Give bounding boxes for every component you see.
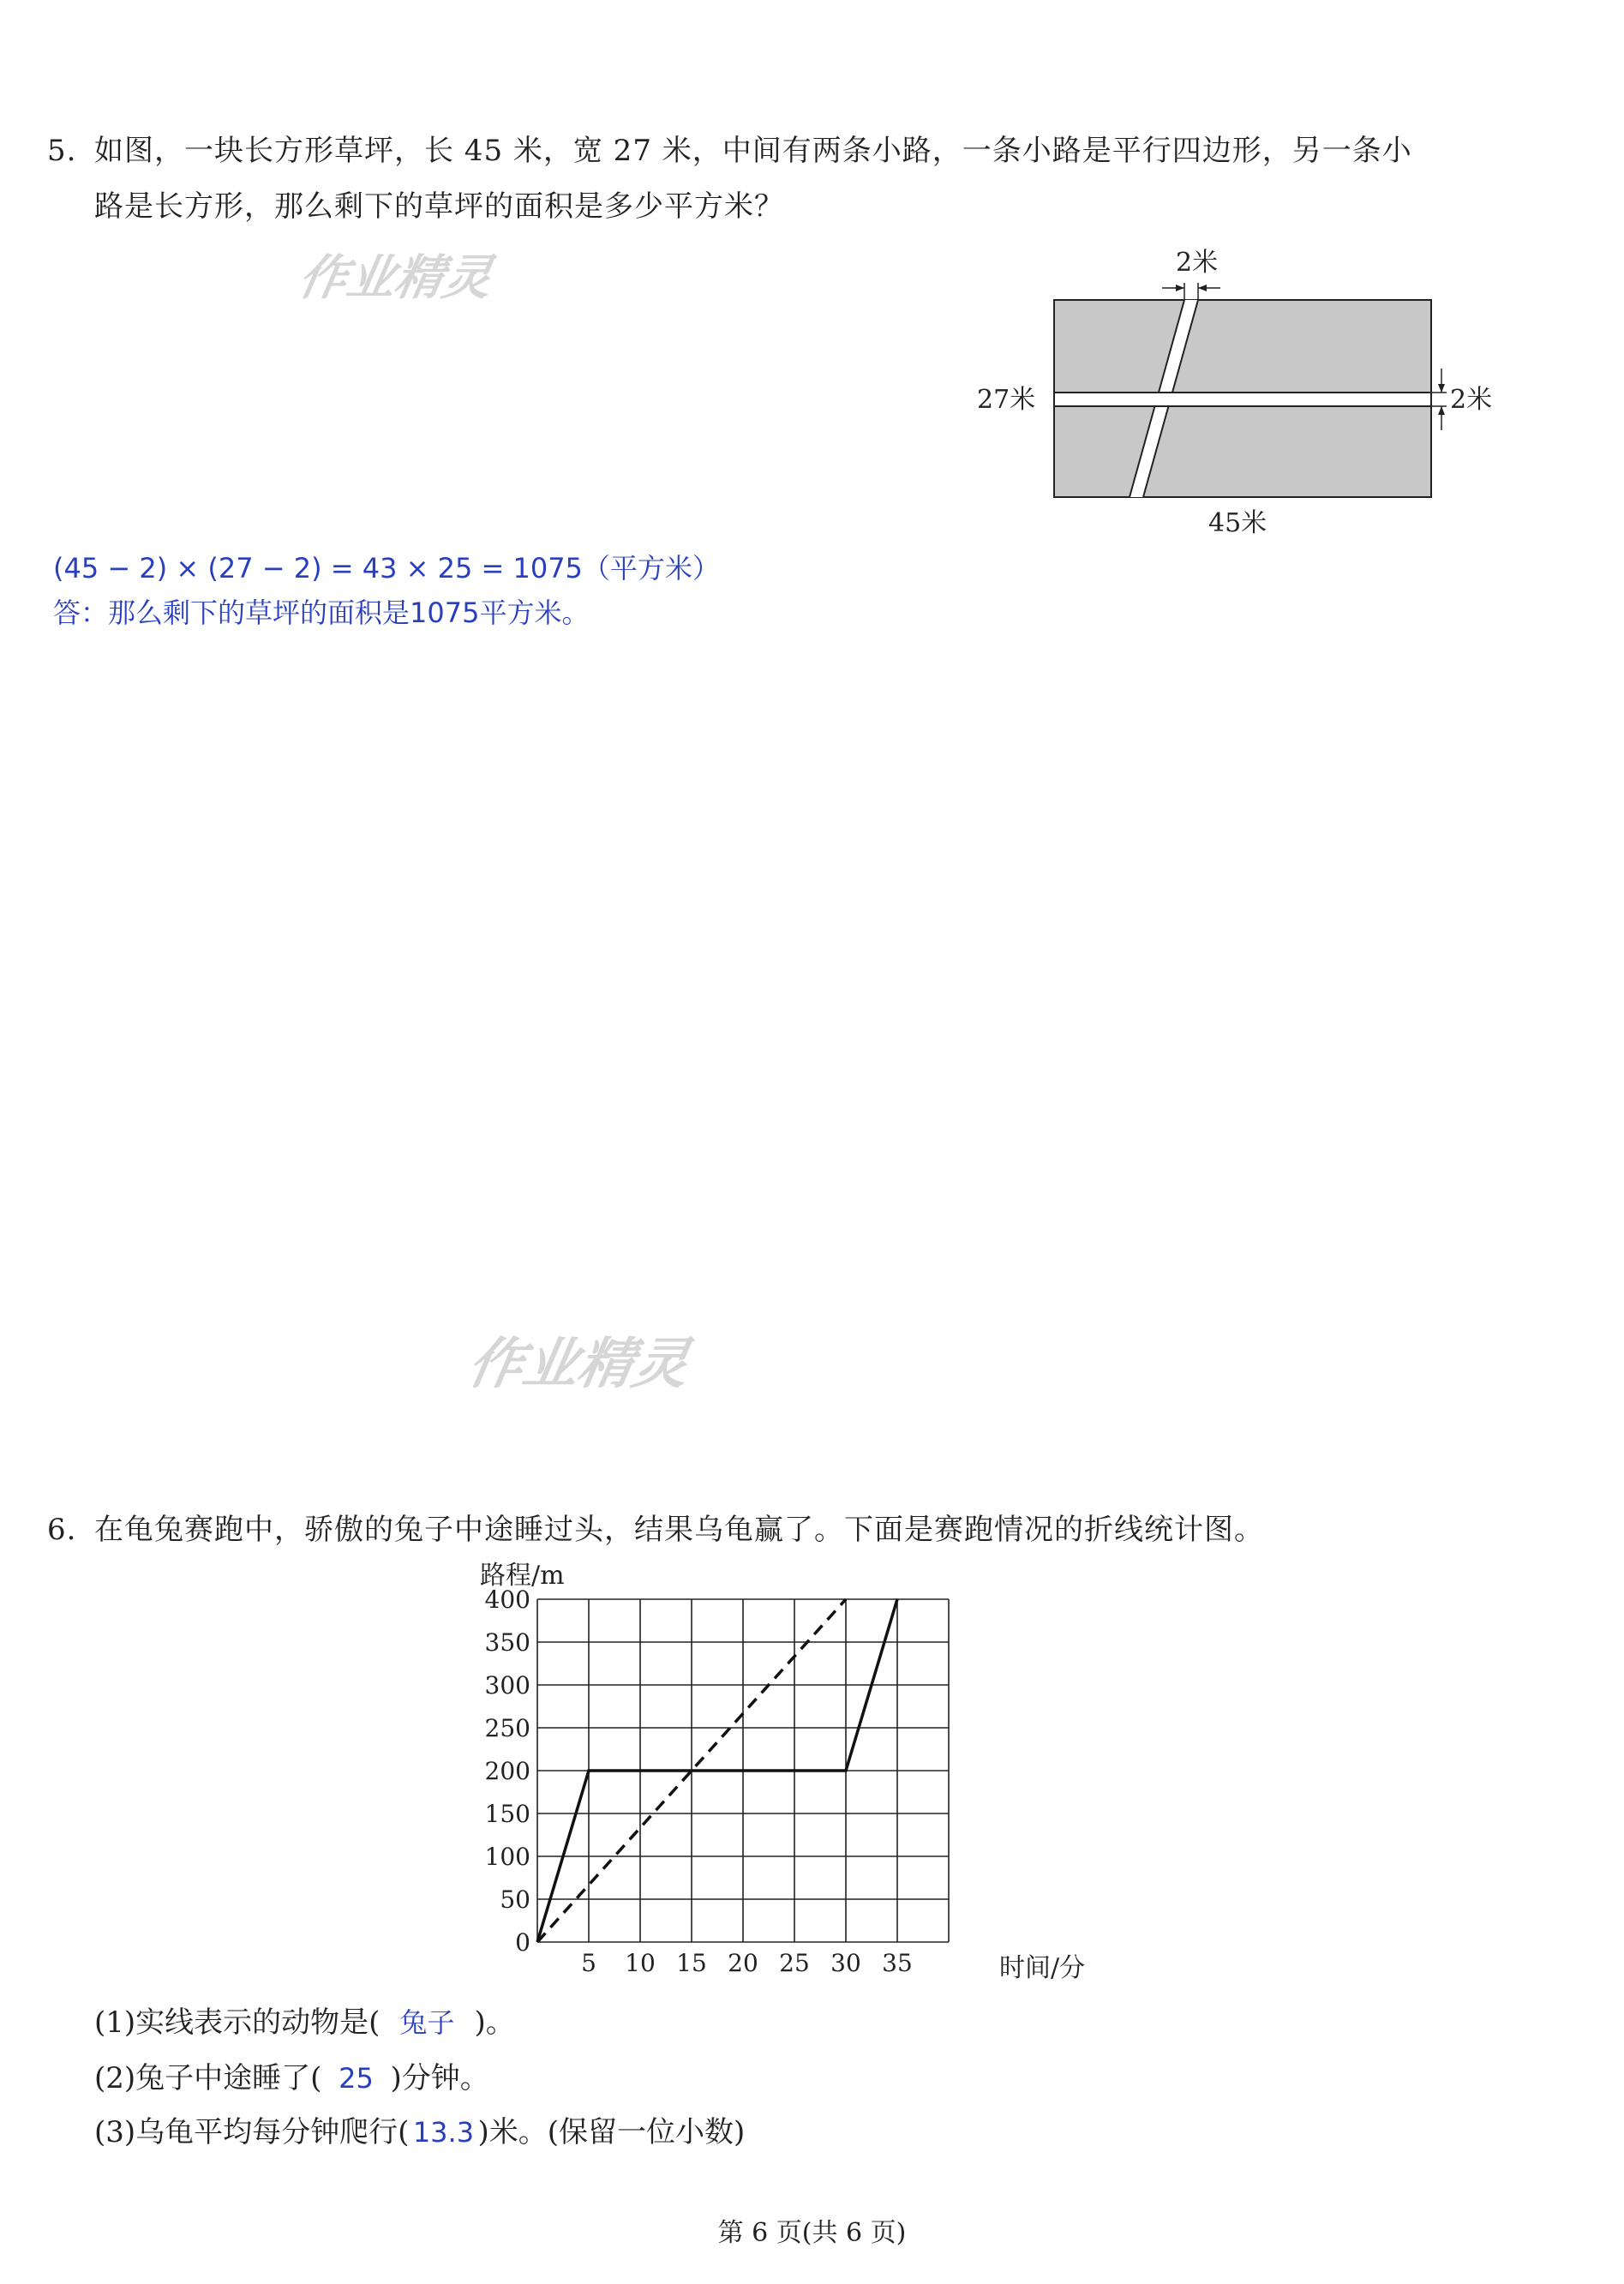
sub2-suffix: )分钟。 (390, 2061, 489, 2095)
q5-text-line2: 路是长方形，那么剩下的草坪的面积是多少平方米？ (94, 189, 784, 224)
y-tick-label: 100 (484, 1843, 530, 1871)
y-tick-label: 50 (500, 1885, 530, 1914)
race-line-chart (446, 1560, 1131, 2005)
y-tick-label: 0 (515, 1928, 530, 1957)
watermark: 作业精灵 (463, 1333, 694, 1396)
q6-sub1 (94, 2005, 515, 2040)
q6-text: 在龟兔赛跑中，骄傲的兔子中途睡过头，结果乌龟赢了。下面是赛跑情况的折线统计图。 (94, 1513, 1264, 1547)
q5-answer-calculation: (45 − 2) × (27 − 2) = 43 × 25 = 1075（平方米） (53, 552, 720, 584)
q6-sub3 (94, 2115, 745, 2149)
x-tick-label: 5 (581, 1949, 596, 1977)
solid-series-line (537, 1599, 897, 1942)
x-tick-label: 30 (830, 1949, 861, 1977)
sub3-suffix: )米。(保留一位小数) (477, 2115, 746, 2149)
page-footer: 第 6 页(共 6 页) (717, 2218, 907, 2248)
watermark: 作业精灵 (294, 250, 496, 306)
left-width-label: 27米 (977, 385, 1036, 415)
sub1-prefix: (1)实线表示的动物是( (94, 2005, 381, 2040)
q6-number: 6. (47, 1513, 77, 1547)
y-tick-label: 400 (484, 1586, 530, 1614)
x-tick-label: 20 (728, 1949, 758, 1977)
q5-answer-sentence: 答：那么剩下的草坪的面积是1075平方米。 (53, 596, 590, 629)
x-tick-label: 10 (625, 1949, 656, 1977)
sub1-suffix: )。 (474, 2005, 515, 2040)
right-road-label: 2米 (1450, 385, 1493, 415)
x-tick-label: 15 (676, 1949, 707, 1977)
y-tick-label: 200 (484, 1757, 530, 1785)
y-tick-label: 300 (484, 1671, 530, 1700)
sub3-answer: 13.3 (412, 2116, 475, 2149)
sub1-answer: 兔子 (399, 2006, 455, 2039)
y-tick-label: 250 (484, 1714, 530, 1742)
q5-text-line1: 如图，一块长方形草坪，长 45 米，宽 27 米，中间有两条小路，一条小路是平行四边形，另一条小 (94, 134, 1412, 168)
sub2-answer: 25 (339, 2062, 374, 2095)
x-tick-label: 25 (779, 1949, 810, 1977)
q5-number: 5. (47, 134, 77, 168)
y-tick-label: 150 (484, 1800, 530, 1828)
x-axis-label: 时间/分 (999, 1953, 1086, 1983)
q6-sub2 (94, 2061, 489, 2095)
lawn-figure (960, 240, 1525, 549)
bottom-length-label: 45米 (1208, 508, 1267, 538)
top-road-label: 2米 (1176, 248, 1219, 278)
y-axis-label: 路程/m (480, 1561, 565, 1591)
y-tick-label: 350 (484, 1628, 530, 1657)
x-tick-label: 35 (882, 1949, 913, 1977)
sub3-prefix: (3)乌龟平均每分钟爬行( (94, 2115, 410, 2149)
sub2-prefix: (2)兔子中途睡了( (94, 2061, 322, 2095)
